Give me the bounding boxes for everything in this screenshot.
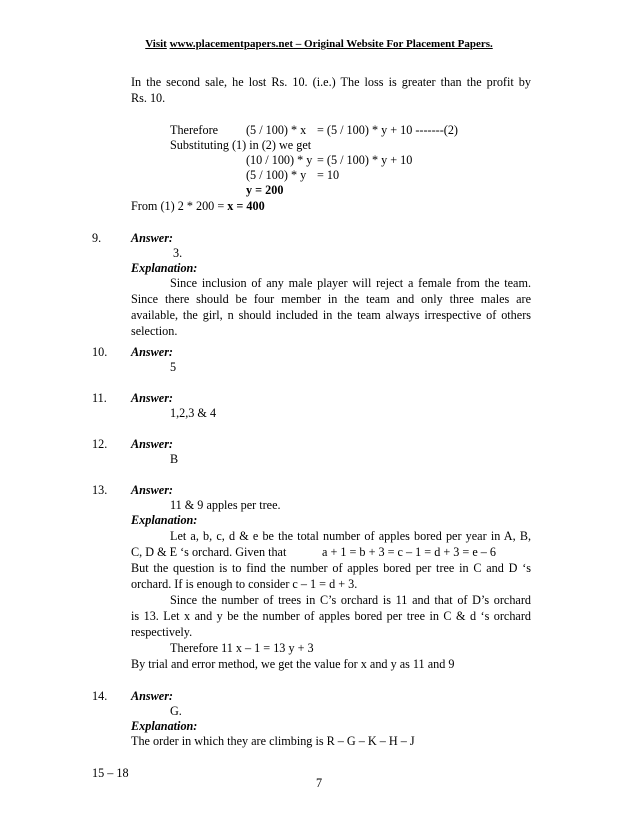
q12-answer-label: Answer: (131, 437, 173, 451)
q14-answer-label: Answer: (131, 689, 173, 703)
y-result: y = 200 (246, 183, 284, 197)
q13-answer: 11 & 9 apples per tree. (170, 498, 281, 512)
q10-answer-label: Answer: (131, 345, 173, 359)
from-prefix: From (1) 2 * 200 = (131, 199, 228, 213)
eq2-rhs: = (5 / 100) * y + 10 (317, 153, 413, 167)
q11-answer: 1,2,3 & 4 (170, 406, 217, 420)
q13-expl-line-9: By trial and error method, we get the value for x and y as 11 and 9 (131, 657, 455, 671)
q11-number: 11. (92, 391, 107, 405)
q13-expl-line-2b: a + 1 = b + 3 = c – 1 = d + 3 = e – 6 (322, 545, 497, 559)
substituting-line: Substituting (1) in (2) we get (170, 138, 312, 152)
q13-number: 13. (92, 483, 108, 497)
eq1-rhs: = (5 / 100) * y + 10 -------(2) (317, 123, 458, 137)
therefore-label: Therefore (170, 123, 219, 137)
q13-expl-line-2a: C, D & E ‘s orchard. Given that (131, 545, 287, 559)
q14-answer: G. (170, 704, 182, 718)
from-line (131, 198, 265, 214)
intro-line-1: In the second sale, he lost Rs. 10. (i.e.) The loss is greater than the profit by (131, 75, 531, 89)
header-site-link[interactable]: www.placementpapers.net (169, 38, 294, 50)
q12-answer: B (170, 452, 179, 466)
eq2-lhs: (10 / 100) * y (246, 153, 313, 167)
q9-expl-line-4: selection. (131, 324, 178, 338)
q10-number: 10. (92, 345, 108, 359)
x-result: x = 400 (227, 199, 265, 213)
q13-expl-line-7: respectively. (131, 625, 193, 639)
header-tagline: – Original Website For Placement Papers. (293, 38, 493, 50)
q13-explanation-label: Explanation: (131, 513, 198, 527)
q10-answer: 5 (170, 360, 177, 374)
eq3-lhs: (5 / 100) * y (246, 168, 307, 182)
header-visit: Visit (145, 38, 167, 50)
eq3-rhs: = 10 (317, 168, 340, 182)
q12-number: 12. (92, 437, 108, 451)
q13-expl-line-6: is 13. Let x and y be the number of apples bored per tree in C & d ‘s orchard (131, 609, 531, 623)
q14-explanation-label: Explanation: (131, 719, 198, 733)
page-number: 7 (315, 776, 323, 790)
q14-expl-line-1: The order in which they are climbing is R – G – K – H – J (131, 734, 415, 748)
q9-expl-line-2: Since there should be four member in the team and only three males are (131, 292, 531, 306)
q9-expl-line-1: Since inclusion of any male player will reject a female from the team. (170, 276, 531, 290)
q9-number: 9. (92, 231, 102, 245)
q9-answer: 3. (173, 246, 183, 260)
q13-expl-line-3: But the question is to find the number of apples bored per tree in C and D ‘s (131, 561, 531, 575)
q13-expl-line-8: Therefore 11 x – 1 = 13 y + 3 (170, 641, 314, 655)
q9-answer-label: Answer: (131, 231, 173, 245)
q14-number: 14. (92, 689, 108, 703)
intro-line-2: Rs. 10. (131, 91, 166, 105)
q13-answer-label: Answer: (131, 483, 173, 497)
q13-expl-line-5: Since the number of trees in C’s orchard is 11 and that of D’s orchard (170, 593, 531, 607)
q13-expl-line-4: orchard. If is enough to consider c – 1 = d + 3. (131, 577, 358, 591)
page-header (0, 36, 638, 52)
q9-expl-line-3: available, the girl, n should included in the team always irrespective of others (131, 308, 531, 322)
eq1-lhs: (5 / 100) * x (246, 123, 307, 137)
q9-explanation-label: Explanation: (131, 261, 198, 275)
q15-18-number: 15 – 18 (92, 766, 129, 780)
q11-answer-label: Answer: (131, 391, 173, 405)
q13-expl-line-1: Let a, b, c, d & e be the total number of apples bored per year in A, B, (170, 529, 531, 543)
